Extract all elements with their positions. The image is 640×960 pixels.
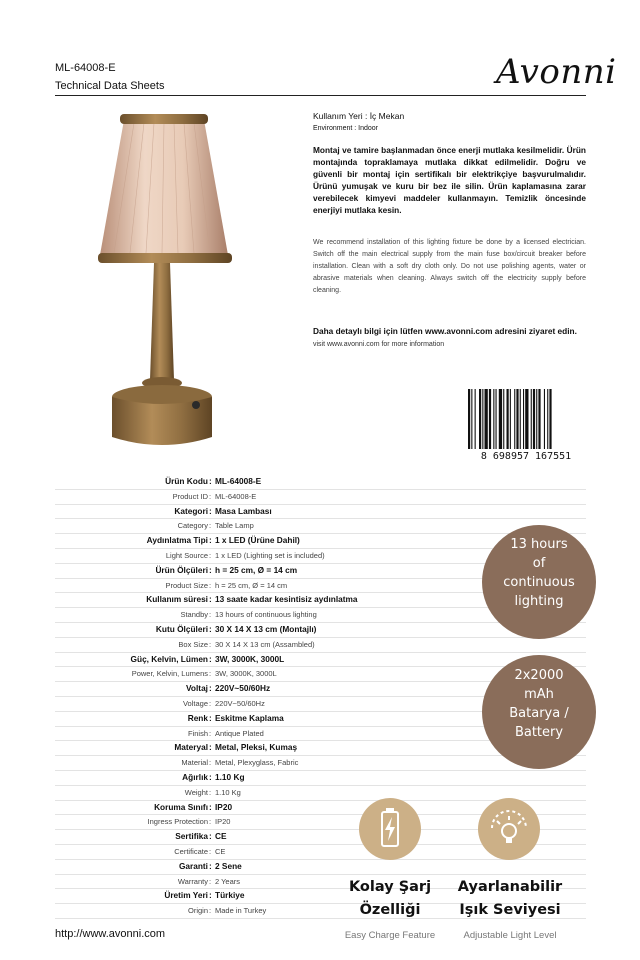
spec-separator: : [209, 787, 212, 797]
spec-separator: : [209, 846, 212, 856]
spec-label: Koruma Sınıfı [154, 801, 208, 812]
spec-label: Kutu Ölçüleri [155, 623, 208, 634]
spec-label: Voltaj [186, 683, 208, 694]
dimmer-bulb-icon [478, 798, 540, 860]
spec-label: Kullanım süresi [146, 594, 208, 605]
barcode-bar [471, 389, 472, 449]
spec-row-tr [55, 860, 586, 875]
spec-row-en [55, 519, 586, 534]
spec-row-tr [55, 771, 586, 786]
badge-line: 13 hours [510, 537, 568, 552]
barcode-number: 8 698957 167551 [480, 451, 572, 461]
barcode-bar [496, 389, 497, 449]
feature-title-line: Özelliği [359, 902, 421, 918]
barcode-bar [499, 389, 502, 449]
spec-label: Material [181, 758, 208, 768]
spec-value: 1.10 Kg [215, 787, 241, 797]
spec-separator: : [209, 876, 212, 886]
spec-label: Güç, Kelvin, Lümen [130, 653, 208, 664]
spec-label: Standby [180, 610, 208, 620]
barcode-bar [503, 389, 504, 449]
barcode-bar [510, 389, 511, 449]
feature-title-line: Kolay Şarj [348, 879, 432, 895]
spec-value: Eskitme Kaplama [215, 712, 284, 723]
barcode-bar [525, 389, 528, 449]
spec-separator: : [209, 890, 212, 901]
usage-environment-en: Environment : Indoor [313, 125, 378, 132]
more-info-en: visit www.avonni.com for more information [313, 341, 445, 348]
spec-separator: : [209, 623, 212, 634]
spec-separator: : [209, 476, 212, 486]
spec-separator: : [209, 610, 212, 620]
spec-value: 220V~50/60Hz [215, 683, 271, 694]
spec-separator: : [209, 683, 212, 694]
safety-warning-tr: Montaj ve tamire başlanmadan önce enerji mutlaka kesilmelidir. Ürün montajında topraklamaya mutlaka dikkat edilmelidir. Doğru ve güvenli bir montaj için sertifikalı bir elektrikçiye başvurulmalıdır. Ürünü yumuşak ve kuru bir bez ile silin. Ürün kaplamasına zarar verebilecek kimyevi maddeler kullanmayın. Temizlik öncesinde enerjiyi mutlaka kesin. [313, 145, 586, 215]
header-divider [55, 95, 586, 96]
spec-row-en [55, 638, 586, 653]
barcode-bar [468, 389, 470, 449]
barcode-bar [482, 389, 483, 449]
barcode-bar [549, 389, 551, 449]
spec-label: Garanti [178, 860, 208, 871]
easy-charge-title [330, 876, 450, 922]
spec-row-tr [55, 505, 586, 520]
barcode [466, 389, 586, 461]
spec-separator: : [209, 831, 212, 842]
barcode-bar [475, 389, 476, 449]
spec-separator: : [209, 564, 212, 575]
spec-value: Table Lamp [215, 521, 254, 531]
spec-value: h = 25 cm, Ø = 14 cm [215, 564, 298, 575]
spec-value: 13 saate kadar kesintisiz aydınlatma [215, 594, 358, 605]
barcode-bar [533, 389, 535, 449]
barcode-bar [485, 389, 488, 449]
easy-charge-subtitle: Easy Charge Feature [344, 930, 436, 941]
battery-badge [482, 655, 596, 769]
spec-value: Masa Lambası [215, 505, 272, 516]
spec-label: Ürün Ölçüleri [155, 564, 208, 575]
spec-value: 1.10 Kg [215, 771, 245, 782]
badge-line: continuous [503, 575, 575, 590]
barcode-bar [523, 389, 524, 449]
spec-separator: : [209, 594, 212, 605]
spec-value: ML-64008-E [215, 476, 262, 486]
spec-separator: : [209, 771, 212, 782]
more-info-tr: Daha detaylı bilgi için lütfen www.avonni.com adresini ziyaret edin. [313, 326, 577, 336]
spec-value: h = 25 cm, Ø = 14 cm [215, 580, 288, 590]
spec-value: 3W, 3000K, 3000L [215, 653, 285, 664]
spec-label: Product ID [172, 491, 208, 501]
spec-label: Category [177, 521, 208, 531]
usage-environment-tr: Kullanım Yeri : İç Mekan [313, 111, 405, 121]
spec-label: Certificate [174, 846, 208, 856]
spec-separator: : [209, 728, 212, 738]
spec-value: Metal, Plexyglass, Fabric [215, 758, 299, 768]
spec-value: CE [215, 846, 226, 856]
spec-row-en [55, 490, 586, 505]
barcode-bar [538, 389, 540, 449]
spec-value: 1 x LED (Ürüne Dahil) [215, 535, 300, 546]
lamp-product-image [90, 105, 250, 460]
spec-value: 3W, 3000K, 3000L [215, 669, 277, 679]
spec-value: IP20 [215, 801, 233, 812]
model-code: ML-64008-E [55, 62, 116, 74]
spec-label: Üretim Yeri [164, 890, 208, 901]
spec-separator: : [209, 491, 212, 501]
spec-label: Voltage [182, 698, 208, 708]
barcode-bar [516, 389, 518, 449]
feature-title-line: Ayarlanabilir [457, 879, 563, 895]
spec-label: Ingress Protection [147, 817, 208, 827]
spec-label: Kategori [174, 505, 208, 516]
badge-line: Battery [514, 725, 564, 740]
spec-label: Aydınlatma Tipi [146, 535, 208, 546]
spec-label: Box Size [178, 639, 208, 649]
badge-line: of [532, 556, 546, 571]
badge-line: 2x2000 [514, 668, 564, 683]
battery-charge-icon [359, 798, 421, 860]
barcode-bar [547, 389, 548, 449]
spec-label: Materyal [174, 742, 208, 753]
continuous-lighting-badge [482, 525, 596, 639]
spec-label: Power, Kelvin, Lumens [131, 669, 208, 679]
spec-separator: : [209, 669, 212, 679]
barcode-bar [489, 389, 491, 449]
spec-label: Origin [187, 906, 208, 916]
spec-label: Renk [187, 712, 208, 723]
spec-label: Light Source [165, 550, 208, 560]
spec-separator: : [209, 712, 212, 723]
spec-label: Warranty [177, 876, 208, 886]
spec-value: 220V~50/60Hz [215, 698, 265, 708]
brand-logo: Avonni [496, 52, 617, 92]
spec-separator: : [209, 801, 212, 812]
barcode-bar [514, 389, 515, 449]
doc-title: Technical Data Sheets [55, 80, 165, 92]
spec-separator: : [209, 653, 212, 664]
spec-separator: : [209, 860, 212, 871]
barcode-bar [531, 389, 532, 449]
feature-title-line: Işık Seviyesi [459, 902, 561, 918]
barcode-bar [493, 389, 494, 449]
adjustable-light-subtitle: Adjustable Light Level [463, 930, 557, 941]
spec-label: Ağırlık [182, 771, 208, 782]
spec-value: 13 hours of continuous lighting [215, 610, 317, 620]
spec-separator: : [209, 550, 212, 560]
spec-separator: : [209, 505, 212, 516]
barcode-bar [479, 389, 481, 449]
safety-warning-en: We recommend installation of this lighting fixture be done by a licensed electrician. Switch off the main electrical supply from the main fuse box/circuit breaker before installation. Clean with a soft dry cloth only. Do not use polishing agents, water or abrasive materials when cleaning. Always switch off the electricity supply before cleaning. [313, 239, 586, 294]
spec-value: Made in Turkey [215, 906, 267, 916]
badge-line: lighting [514, 594, 564, 609]
spec-separator: : [209, 817, 212, 827]
spec-value: 1 x LED (Lighting set is included) [215, 550, 325, 560]
spec-value: Türkiye [215, 890, 245, 901]
spec-value: 30 X 14 X 13 cm (Montajlı) [215, 623, 317, 634]
spec-separator: : [209, 758, 212, 768]
barcode-bar [520, 389, 521, 449]
barcode-bars [468, 389, 552, 449]
barcode-bar [536, 389, 537, 449]
footer-website-link[interactable]: http://www.avonni.com [55, 928, 166, 940]
spec-separator: : [209, 639, 212, 649]
spec-value: CE [215, 831, 227, 842]
spec-value: Metal, Pleksi, Kumaş [215, 742, 298, 753]
spec-label: Sertifika [175, 831, 208, 842]
spec-label: Product Size [165, 580, 208, 590]
spec-label: Finish [187, 728, 208, 738]
spec-value: 30 X 14 X 13 cm (Assambled) [215, 639, 315, 649]
barcode-bar [507, 389, 509, 449]
spec-separator: : [209, 906, 212, 916]
spec-label: Weight [184, 787, 208, 797]
adjustable-light-title [448, 876, 572, 922]
badge-line: Batarya / [509, 706, 569, 721]
spec-label: Ürün Kodu [165, 476, 208, 486]
spec-value: ML-64008-E [215, 491, 257, 501]
badge-line: mAh [524, 687, 554, 702]
spec-separator: : [209, 580, 212, 590]
spec-value: 2 Sene [215, 860, 242, 871]
spec-separator: : [209, 521, 212, 531]
spec-separator: : [209, 535, 212, 546]
spec-row-tr [55, 475, 586, 490]
spec-value: IP20 [215, 817, 231, 827]
spec-separator: : [209, 742, 212, 753]
spec-value: Antique Plated [215, 728, 264, 738]
barcode-bar [544, 389, 545, 449]
spec-separator: : [209, 698, 212, 708]
spec-value: 2 Years [215, 876, 241, 886]
